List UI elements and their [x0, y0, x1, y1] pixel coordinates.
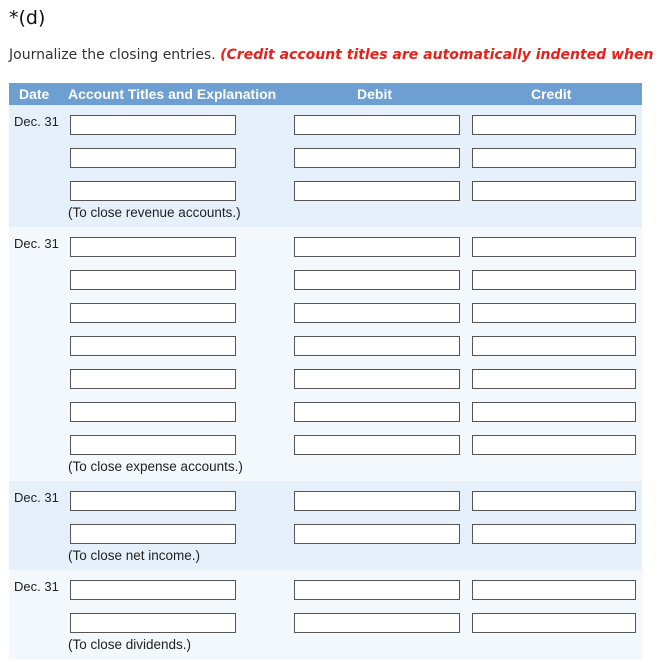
credit-indent-note: (Credit account titles are automatically indented when [220, 47, 654, 63]
credit-input[interactable] [472, 524, 636, 544]
account-title-input[interactable] [70, 336, 236, 356]
header-credit: Credit [531, 86, 572, 102]
account-title-input[interactable] [70, 435, 236, 455]
journal-entry [9, 105, 642, 227]
debit-input[interactable] [294, 435, 460, 455]
entry-date: Dec. 31 [14, 579, 59, 594]
entry-date: Dec. 31 [14, 114, 59, 129]
entry-explanation: (To close revenue accounts.) [68, 205, 241, 220]
credit-input[interactable] [472, 336, 636, 356]
instructions-text: Journalize the closing entries. [9, 47, 216, 63]
account-title-input[interactable] [70, 402, 236, 422]
debit-input[interactable] [294, 237, 460, 257]
credit-input[interactable] [472, 580, 636, 600]
credit-input[interactable] [472, 148, 636, 168]
journal-entry-table [9, 83, 642, 659]
debit-input[interactable] [294, 369, 460, 389]
debit-input[interactable] [294, 181, 460, 201]
journal-entries [9, 105, 642, 659]
credit-input[interactable] [472, 402, 636, 422]
part-label: *(d) [9, 7, 46, 29]
account-title-input[interactable] [70, 491, 236, 511]
credit-input[interactable] [472, 237, 636, 257]
entry-explanation: (To close net income.) [68, 548, 201, 563]
debit-input[interactable] [294, 270, 460, 290]
entry-explanation: (To close dividends.) [68, 637, 192, 652]
debit-input[interactable] [294, 303, 460, 323]
header-debit: Debit [357, 86, 392, 102]
debit-input[interactable] [294, 524, 460, 544]
debit-input[interactable] [294, 613, 460, 633]
entry-date: Dec. 31 [14, 236, 59, 251]
debit-input[interactable] [294, 402, 460, 422]
account-title-input[interactable] [70, 303, 236, 323]
account-title-input[interactable] [70, 237, 236, 257]
account-title-input[interactable] [70, 270, 236, 290]
journal-entry [9, 481, 642, 570]
credit-input[interactable] [472, 491, 636, 511]
table-header [9, 83, 642, 105]
account-title-input[interactable] [70, 524, 236, 544]
journal-entry [9, 227, 642, 481]
account-title-input[interactable] [70, 369, 236, 389]
credit-input[interactable] [472, 369, 636, 389]
journal-entry [9, 570, 642, 659]
account-title-input[interactable] [70, 115, 236, 135]
credit-input[interactable] [472, 270, 636, 290]
credit-input[interactable] [472, 613, 636, 633]
debit-input[interactable] [294, 491, 460, 511]
account-title-input[interactable] [70, 181, 236, 201]
account-title-input[interactable] [70, 613, 236, 633]
instructions [9, 47, 653, 63]
header-account-titles: Account Titles and Explanation [68, 86, 277, 102]
debit-input[interactable] [294, 115, 460, 135]
entry-date: Dec. 31 [14, 490, 59, 505]
credit-input[interactable] [472, 181, 636, 201]
account-title-input[interactable] [70, 580, 236, 600]
debit-input[interactable] [294, 336, 460, 356]
header-date: Date [19, 86, 50, 102]
account-title-input[interactable] [70, 148, 236, 168]
credit-input[interactable] [472, 303, 636, 323]
entry-explanation: (To close expense accounts.) [68, 459, 243, 474]
credit-input[interactable] [472, 435, 636, 455]
credit-input[interactable] [472, 115, 636, 135]
debit-input[interactable] [294, 580, 460, 600]
debit-input[interactable] [294, 148, 460, 168]
